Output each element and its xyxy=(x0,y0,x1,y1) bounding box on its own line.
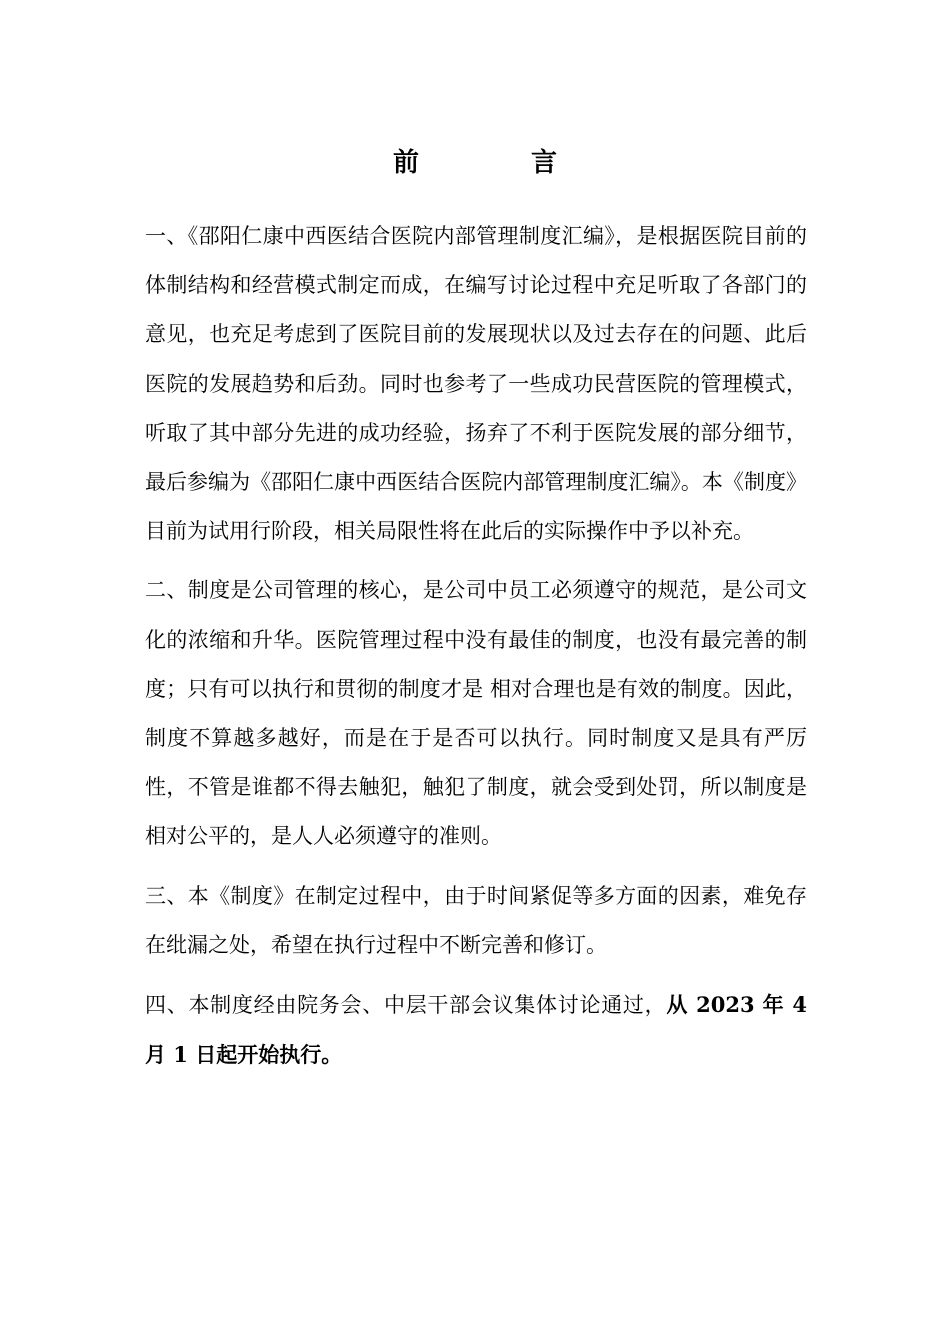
effective-date-text: 从 2023 年 4 月 1 日起开始执行。 xyxy=(145,992,808,1068)
paragraph-1: 一、《邵阳仁康中西医结合医院内部管理制度汇编》，是根据医院目前的体制结构和经营模式制定而成，在编写讨论过程中充足听取了各部门的意见，也充足考虑到了医院目前的发展现状以及过去存在的问题、此后医院的发展趋势和后劲。同时也参考了一些成功民营医院的管理模式，听取了其中部分先进的成功经验，扬弃了不利于医院发展的部分细节，最后参编为《邵阳仁康中西医结合医院内部管理制度汇编》。本《制度》目前为试用行阶段，相关局限性将在此后的实际操作中予以补充。 xyxy=(145,224,807,544)
title-char-right: 言 xyxy=(531,148,558,178)
page-title xyxy=(0,145,950,181)
title-char-left: 前 xyxy=(392,148,419,178)
paragraph-4-text: 四、本制度经由院务会、中层干部会议集体讨论通过， xyxy=(145,993,667,1018)
paragraph-3: 三、本《制度》在制定过程中，由于时间紧促等多方面的因素，难免存在纰漏之处，希望在执行过程中不断完善和修订。 xyxy=(145,883,807,957)
paragraph-4 xyxy=(145,980,807,1080)
preface-body xyxy=(145,212,807,1090)
paragraph-2: 二、制度是公司管理的核心，是公司中员工必须遵守的规范，是公司文化的浓缩和升华。医院管理过程中没有最佳的制度，也没有最完善的制度；只有可以执行和贯彻的制度才是 相对合理也是有效的制度。因此，制度不算越多越好，而是在于是否可以执行。同时制度又是具有严厉性，不管是谁都不得去触犯，触犯了制度，就会受到处罚，所以制度是相对公平的，是人人必须遵守的准则。 xyxy=(145,578,807,849)
